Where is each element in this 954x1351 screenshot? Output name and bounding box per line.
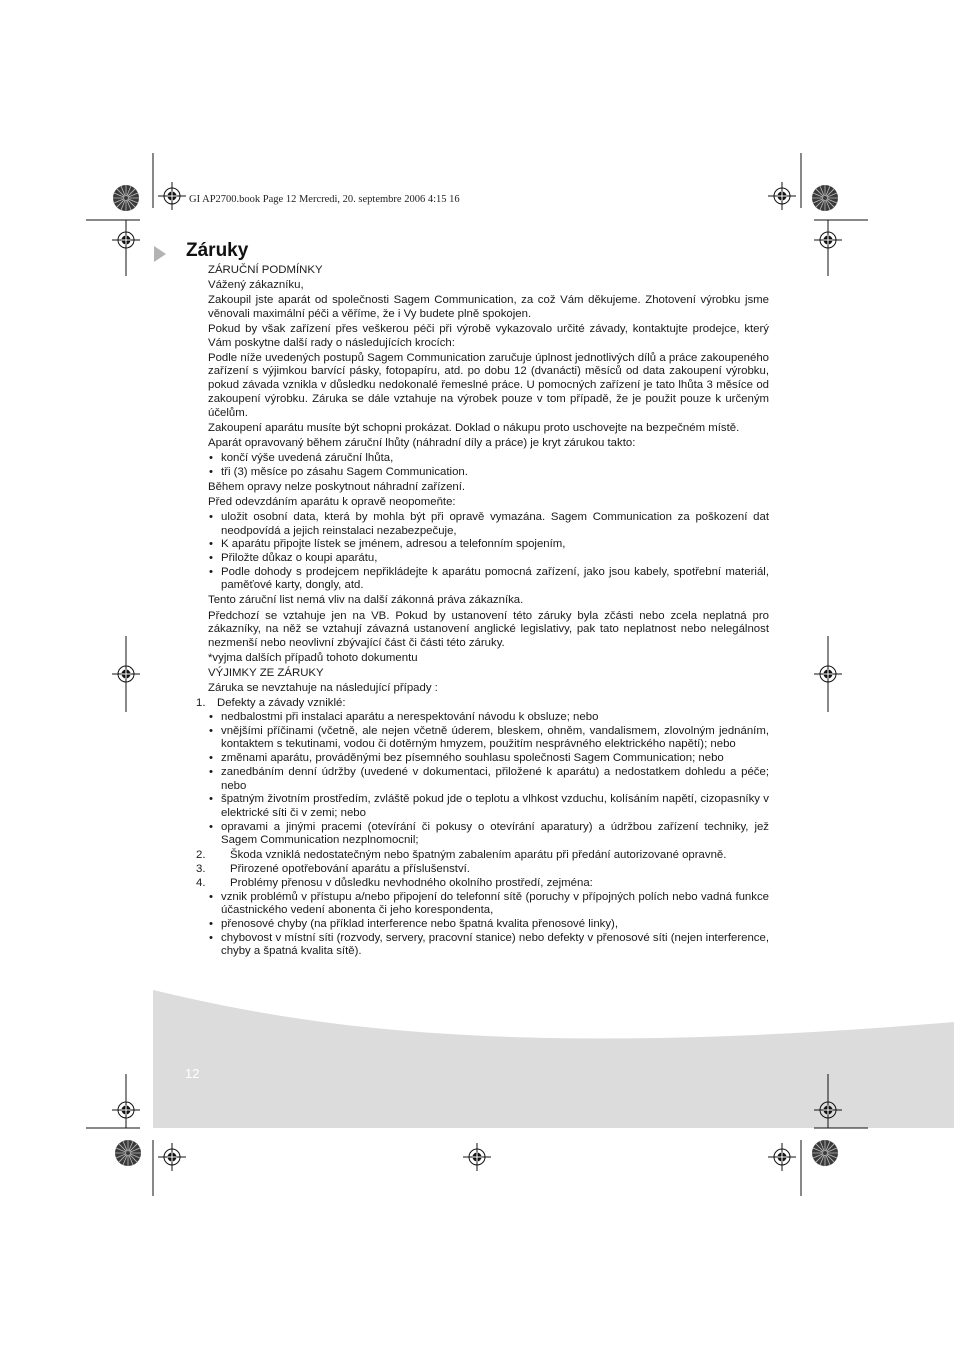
print-header-line: GI AP2700.book Page 12 Mercredi, 20. septembre 2006 4:15 16 [189, 194, 460, 205]
section-heading-exceptions: VÝJIMKY ZE ZÁRUKY [208, 667, 324, 680]
item-number: 4. [196, 876, 206, 889]
list-item: • vnějšími příčinami (včetně, ale nejen včetně úderem, bleskem, ohněm, vandalismem, zlovolným jednáním, kontaktem s tekutinami, vodou či dotěrným hmyzem, použitím nesprávného elektrického napětí); nebo [208, 725, 769, 752]
item-text: Přirozené opotřebování aparátu a příslušenství. [230, 863, 470, 876]
page-number: 12 [185, 1066, 200, 1081]
exception-item [196, 697, 769, 848]
list-item: • Přiložte důkaz o koupi aparátu, [208, 552, 769, 566]
list-item: • přenosové chyby (na příklad interference nebo špatná kvalita přenosové linky), [208, 918, 769, 932]
paragraph: Během opravy nelze poskytnout náhradní zařízení. [208, 480, 466, 493]
paragraph: Zakoupení aparátu musíte být schopni prokázat. Doklad o nákupu proto uschovejte na bezpečném místě. [208, 421, 740, 434]
exception-sublist [208, 891, 769, 960]
paragraph: Pokud by však zařízení přes veškerou péči při výrobě vykazovalo určité závady, kontaktujte prodejce, který Vám poskytne další rady o následujících krocích: [208, 322, 769, 349]
list-item: • uložit osobní data, která by mohla být při opravě vymazána. Sagem Communication za poškození dat neodpovídá a jejich reinstalaci nezabezpečuje, [208, 511, 769, 538]
exception-item [196, 849, 769, 863]
section-heading-warranty-terms: ZÁRUČNÍ PODMÍNKY [208, 264, 323, 276]
exception-item [196, 863, 769, 877]
coverage-list [208, 452, 769, 479]
exception-item [196, 876, 769, 959]
list-item: • končí výše uvedená záruční lhůta, [208, 452, 769, 466]
paragraph: Tento záruční list nemá vliv na další zákonná práva zákazníka. [208, 594, 524, 607]
list-item: • Podle dohody s prodejcem nepřikládejte k aparátu pomocná zařízení, jako jsou kabely, spotřební materiál, paměťové karty, dongly, atd. [208, 566, 769, 593]
item-text: Defekty a závady vzniklé: [217, 697, 346, 710]
title-arrow-icon [154, 246, 166, 262]
list-item: • K aparátu připojte lístek se jménem, adresou a telefonním spojením, [208, 538, 769, 552]
list-item: • změnami aparátu, prováděnými bez písemného souhlasu společnosti Sagem Communication; nebo [208, 752, 769, 766]
item-number: 3. [196, 863, 206, 876]
list-item: • špatným životním prostředím, zvláště pokud jde o teplotu a vlhkost vzduchu, kolísáním napětí, cizopasníky v elektrické síti či v zemi; nebo [208, 793, 769, 820]
list-item: • opravami a jinými pracemi (otevírání či pokusy o otevírání aparatury) a údržbou zařízení techniky, jež Sagem Communication nezplnomocnil; [208, 821, 769, 848]
paragraph: Podle níže uvedených postupů Sagem Communication zaručuje úplnost jednotlivých dílů a práce zakoupeného zařízení s výjimkou barvící pásky, fotopapíru, atd. po dobu 12 (dvanácti) měsíců od data zakoupení výrobku, pokud závada vznikla v důsledku nedokonalé řemeslné práce. U pomocných zařízení je tato lhůta 3 měsíce od zakoupení výrobku. Záruka se dále vztahuje na výrobek pouze v tom případě, že je použit pouze k určeným účelům. [208, 351, 769, 419]
before-return-list [208, 511, 769, 593]
list-item: • nedbalostmi při instalaci aparátu a nerespektování návodu k obsluze; nebo [208, 711, 769, 725]
list-item: • zanedbáním denní údržby (uvedené v dokumentaci, přiložené k aparátu) a nedostatkem dohledu a péče; nebo [208, 766, 769, 793]
paragraph: Před odevzdáním aparátu k opravě neopomeňte: [208, 495, 456, 508]
list-item: • tři (3) měsíce po zásahu Sagem Communication. [208, 466, 769, 480]
item-number: 1. [196, 697, 206, 710]
warranty-content [196, 264, 769, 960]
item-number: 2. [196, 849, 206, 862]
page-title: Záruky [186, 240, 249, 261]
exceptions-list [196, 697, 769, 959]
greeting: Vážený zákazníku, [208, 279, 304, 292]
paragraph: Zakoupil jste aparát od společnosti Sagem Communication, za což Vám děkujeme. Zhotovení výrobku jsme věnovali maximální péči a věříme, že i Vy budete plně spokojen. [208, 294, 769, 320]
item-text: Problémy přenosu v důsledku nevhodného okolního prostředí, zejména: [230, 876, 593, 889]
list-item: • chybovost v místní síti (rozvody, servery, pracovní stanice) nebo defekty v přenosové síti (nejen interference, chyby a špatná kvalita sítě). [208, 932, 769, 959]
item-text: Škoda vzniklá nedostatečným nebo špatným zabalením aparátu při předání autorizované opravně. [230, 849, 727, 862]
paragraph: Předchozí se vztahuje jen na VB. Pokud by ustanovení této záruky byla zčásti nebo zcela neplatná pro zákazníky, na něž se vztahují závazná ustanovení anglické legislativy, pak tato neplatnost nebo nelegálnost nezmenší nebo neovlivní zbývající část či části této záruky. [208, 609, 769, 649]
list-item: • vznik problémů v přístupu a/nebo připojení do telefonní sítě (poruchy v přípojných polích nebo vadná funkce účastnického vedení abonenta či jeho korespondenta, [208, 891, 769, 918]
footnote: *vyjma dalších případů tohoto dokumentu [208, 652, 418, 665]
exception-sublist [208, 711, 769, 848]
paragraph: Aparát opravovaný během záruční lhůty (náhradní díly a práce) je kryt zárukou takto: [208, 436, 636, 449]
paragraph: Záruka se nevztahuje na následující případy : [208, 682, 438, 695]
